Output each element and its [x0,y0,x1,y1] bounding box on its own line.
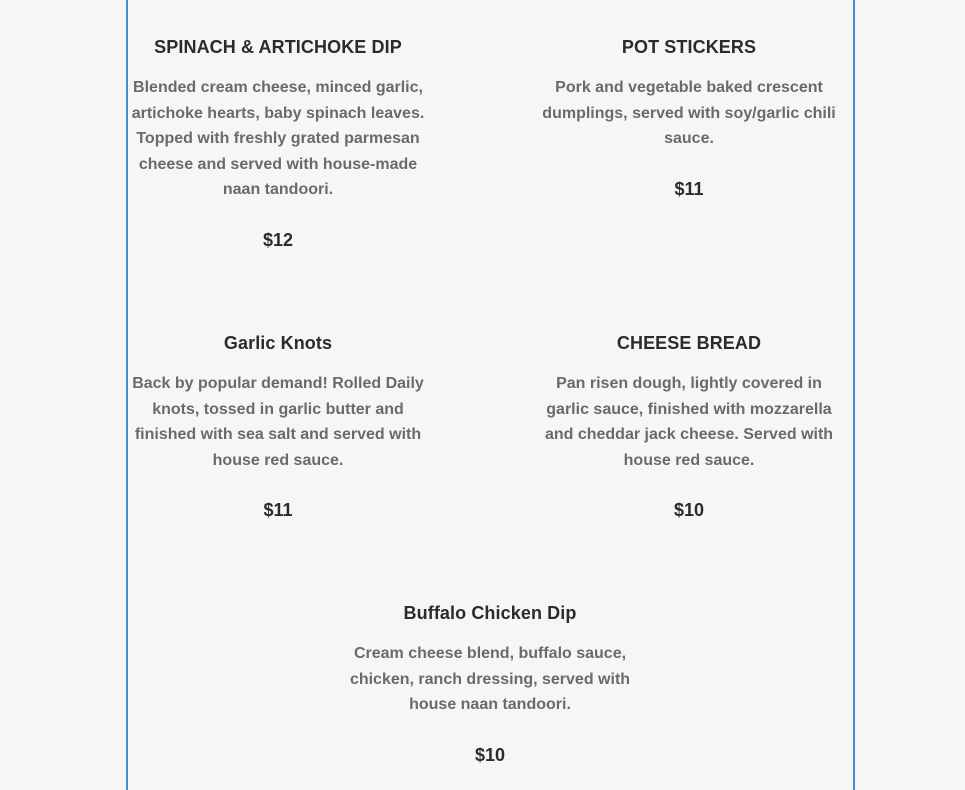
item-description: Back by popular demand! Rolled Daily knots, tossed in garlic butter and finished with sea salt and served with house red sauce. [132,375,424,469]
menu-item-cheese-bread [539,332,839,521]
menu-item-pot-stickers [539,36,839,200]
item-description: Blended cream cheese, minced garlic, artichoke hearts, baby spinach leaves. Topped with freshly grated parmesan cheese and served with house-made naan tandoori. [131,79,425,199]
item-price: $10 [474,744,506,765]
item-price: $12 [262,229,294,250]
item-name: CHEESE BREAD [616,333,762,353]
item-description: Pork and vegetable baked crescent dumplings, served with soy/garlic chili sauce. [542,79,836,148]
item-name: POT STICKERS [621,37,757,57]
item-name: Garlic Knots [223,333,333,353]
menu-item-spinach-artichoke-dip [128,36,428,251]
item-price: $10 [673,500,705,521]
item-price: $11 [674,178,704,199]
item-description: Cream cheese blend, buffalo sauce, chicken, ranch dressing, served with house naan tandoori. [349,645,631,714]
menu-item-garlic-knots [128,332,428,521]
item-price: $11 [263,500,293,521]
item-name: SPINACH & ARTICHOKE DIP [154,37,402,57]
item-description: Pan risen dough, lightly covered in garlic sauce, finished with mozzarella and cheddar jack cheese. Served with house red sauce. [544,375,834,469]
menu-item-buffalo-chicken-dip [340,602,640,766]
item-name: Buffalo Chicken Dip [403,603,577,623]
